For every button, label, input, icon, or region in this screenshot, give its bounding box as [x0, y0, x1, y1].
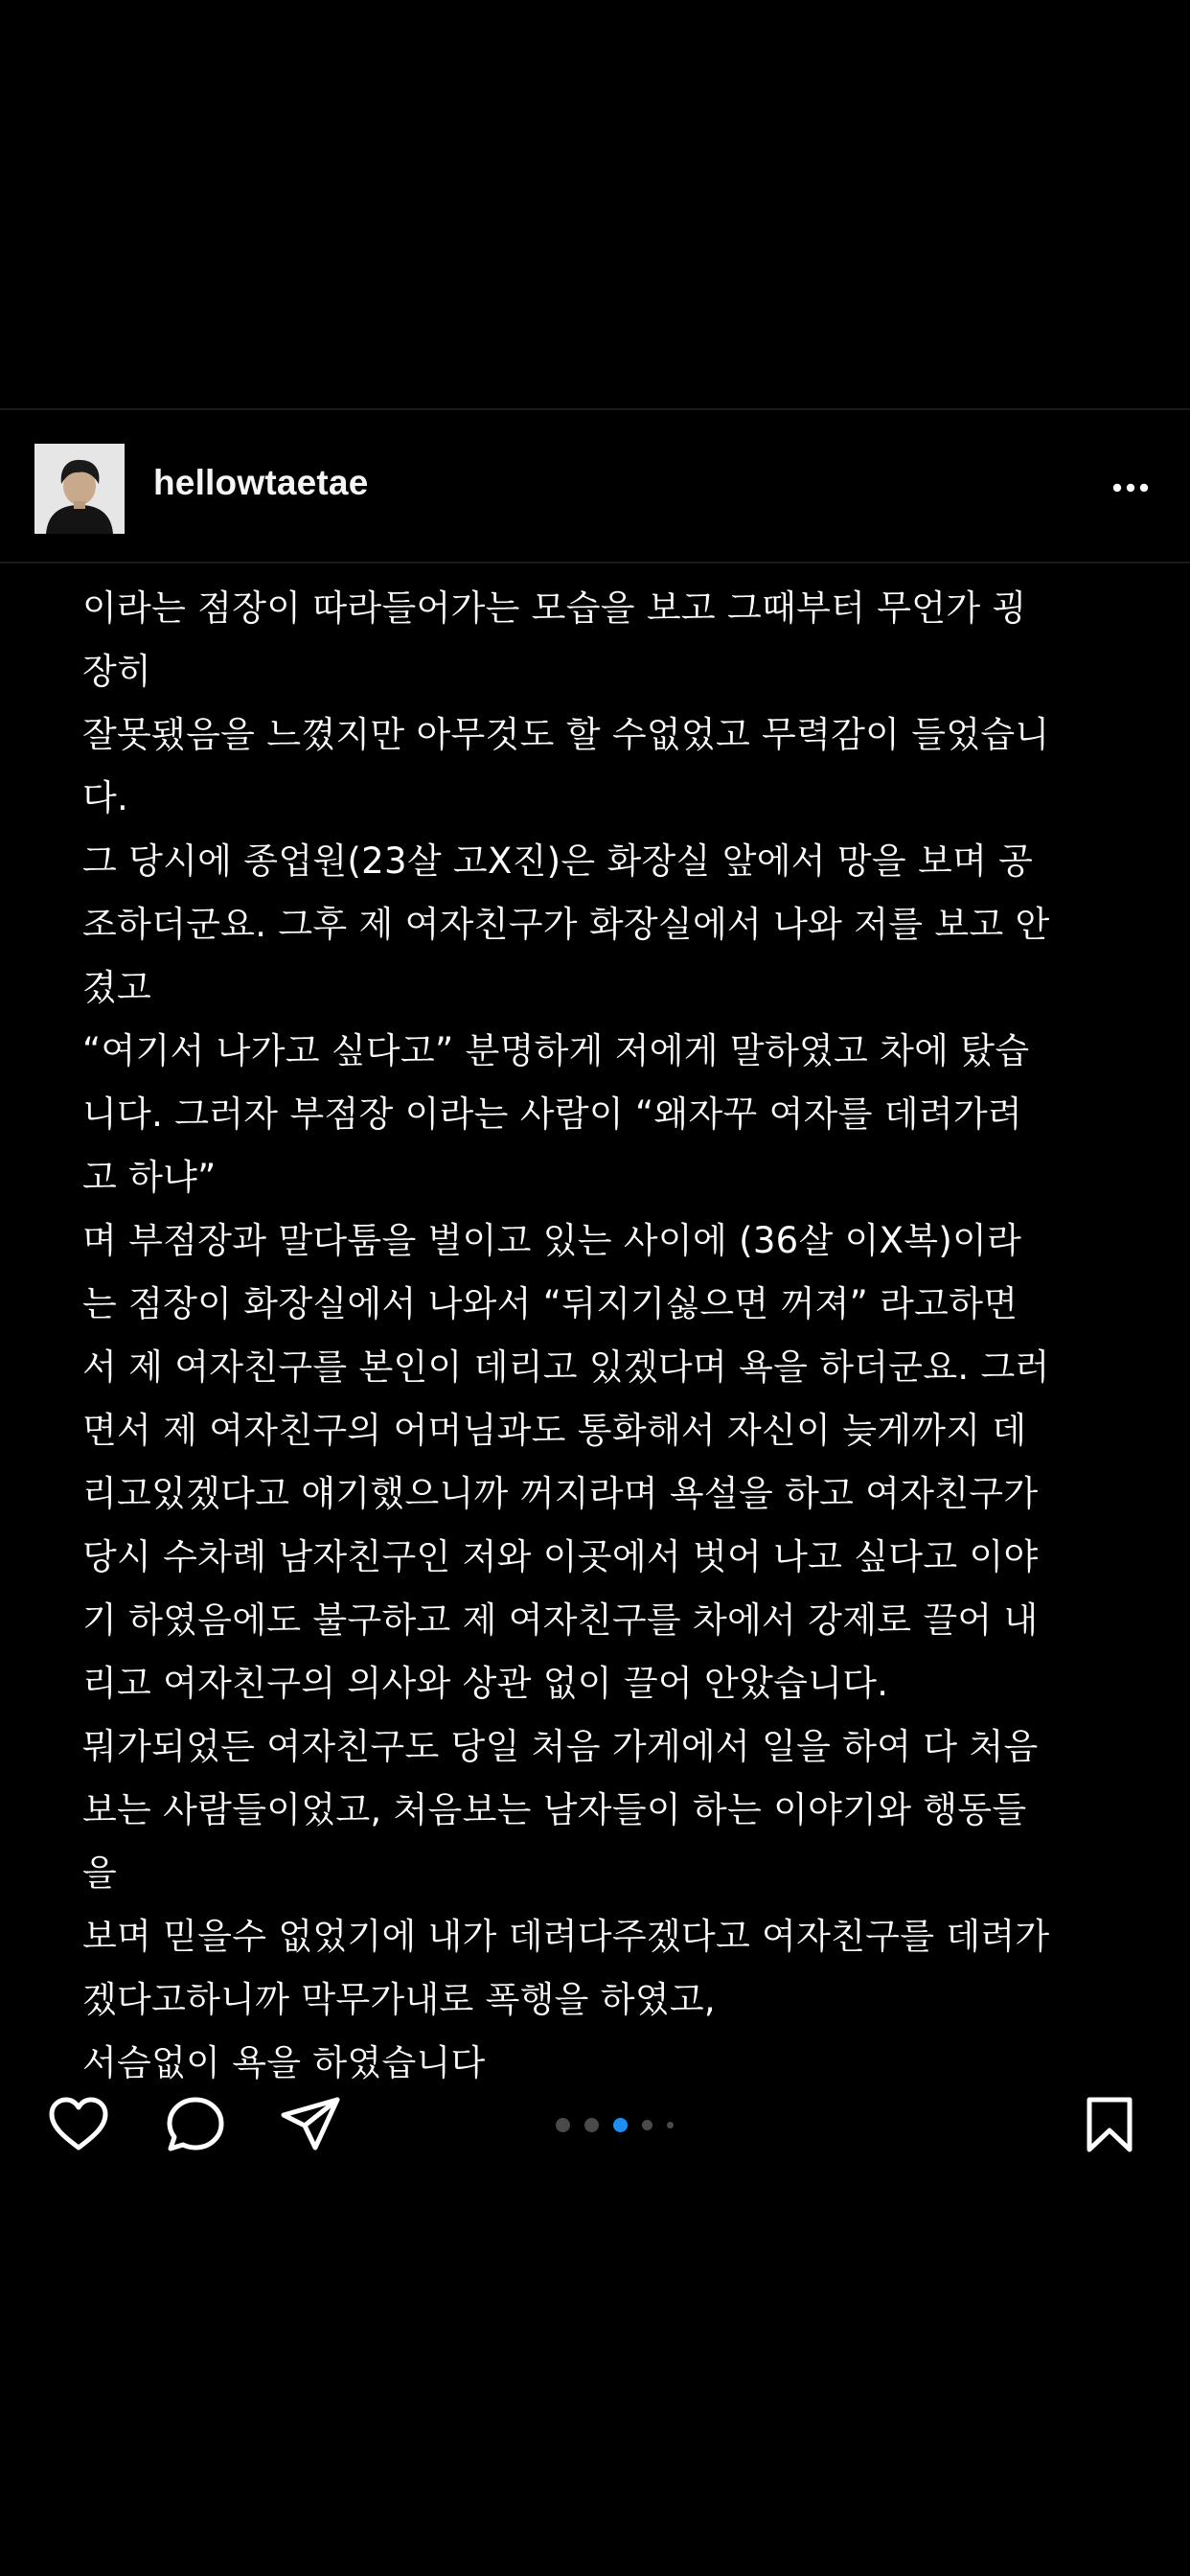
- post-text-line: 겠다고하니까 막무가내로 폭행을 하였고,: [82, 1979, 716, 2020]
- action-bar: [0, 2075, 1190, 2171]
- carousel-indicator: [556, 2118, 690, 2133]
- post-text: [82, 577, 1136, 2095]
- post-text-line: 뭐가되었든 여자친구도 당일 처음 가게에서 일을 하여 다 처음: [82, 1726, 1039, 1767]
- post-text-line: 고 하냐”: [82, 1157, 217, 1198]
- post-text-line: 서 제 여자친구를 본인이 데리고 있겠다며 욕을 하더군요. 그러: [82, 1346, 1050, 1388]
- post-text-line: 면서 제 여자친구의 어머님과도 통화해서 자신이 늦게까지 데: [82, 1410, 1027, 1451]
- like-button[interactable]: [44, 2090, 113, 2159]
- username[interactable]: hellowtaetae: [153, 463, 369, 502]
- save-button[interactable]: [1075, 2090, 1144, 2159]
- share-button[interactable]: [276, 2090, 345, 2159]
- post-text-line: 서슴없이 욕을 하였습니다: [82, 2042, 486, 2083]
- post-text-line: 며 부점장과 말다툼을 벌이고 있는 사이에 (36살 이X복)이라: [82, 1220, 1022, 1261]
- post-text-line: “여기서 나가고 싶다고” 분명하게 저에게 말하였고 차에 탔습: [82, 1030, 1030, 1071]
- carousel-dot: [667, 2122, 674, 2128]
- top-divider: [0, 408, 1190, 410]
- paper-plane-icon: [276, 2090, 345, 2159]
- post-text-line: 이라는 점장이 따라들어가는 모습을 보고 그때부터 무언가 굉: [82, 587, 1027, 629]
- post-text-line: 을: [82, 1852, 118, 1894]
- post-text-line: 리고 여자친구의 의사와 상관 없이 끌어 안았습니다.: [82, 1663, 889, 1704]
- carousel-dot: [642, 2120, 652, 2130]
- post-text-line: 잘못됐음을 느꼈지만 아무것도 할 수없었고 무력감이 들었습니: [82, 714, 1050, 755]
- comment-button[interactable]: [161, 2090, 230, 2159]
- more-horizontal-icon: [1108, 465, 1154, 511]
- post-text-line: 는 점장이 화장실에서 나와서 “뒤지기싫으면 꺼져” 라고하면: [82, 1283, 1018, 1324]
- post-text-line: 니다. 그러자 부점장 이라는 사람이 “왜자꾸 여자를 데려가려: [82, 1093, 1022, 1135]
- post-text-line: 조하더군요. 그후 제 여자친구가 화장실에서 나와 저를 보고 안: [82, 904, 1050, 945]
- carousel-dot: [584, 2118, 599, 2132]
- post-text-line: 다.: [82, 777, 129, 818]
- bookmark-icon: [1075, 2090, 1144, 2159]
- post-text-line: 당시 수차례 남자친구인 저와 이곳에서 벗어 나고 싶다고 이야: [82, 1536, 1039, 1577]
- post-text-line: 그 당시에 종업원(23살 고X진)은 화장실 앞에서 망을 보며 공: [82, 840, 1034, 882]
- post-header: [0, 412, 1190, 562]
- comment-bubble-icon: [161, 2090, 230, 2159]
- carousel-dot: [613, 2118, 628, 2132]
- post-text-line: 보는 사람들이었고, 처음보는 남자들이 하는 이야기와 행동들: [82, 1789, 1027, 1830]
- post-text-line: 장히: [82, 651, 152, 692]
- avatar[interactable]: [34, 444, 125, 534]
- carousel-dot: [556, 2118, 570, 2132]
- more-options-button[interactable]: [1108, 465, 1154, 511]
- post-text-line: 겼고: [82, 967, 152, 1008]
- post-media[interactable]: [0, 564, 1190, 2083]
- post-text-line: 기 하였음에도 불구하고 제 여자친구를 차에서 강제로 끌어 내: [82, 1599, 1039, 1641]
- heart-icon: [44, 2090, 113, 2159]
- avatar-image: [34, 444, 125, 534]
- post-text-line: 보며 믿을수 없었기에 내가 데려다주겠다고 여자친구를 데려가: [82, 1916, 1050, 1957]
- post-text-line: 리고있겠다고 얘기했으니까 꺼지라며 욕설을 하고 여자친구가: [82, 1473, 1039, 1514]
